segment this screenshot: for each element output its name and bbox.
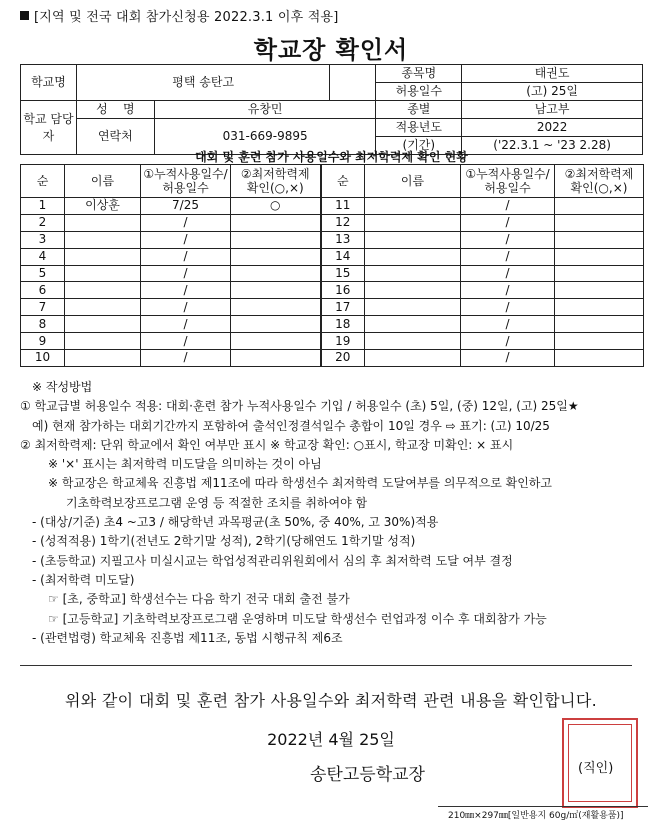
staff-name-label: 성 명 [76,101,154,119]
row-name [65,265,141,282]
status-table [20,164,644,367]
table-row [21,265,644,282]
period-value: ('22.3.1 ~ '23 2.28) [462,137,643,155]
row-no: 8 [21,316,65,333]
table-row [21,231,644,248]
table-row [21,333,644,350]
row-check-right [555,299,644,316]
spacer-cell [330,65,376,101]
row-no: 3 [21,231,65,248]
row-days: / [141,214,231,231]
row-name [65,248,141,265]
row-check-right [555,350,644,367]
header-days-right-line1: ①누적사용일수/ [465,167,550,181]
row-name [65,282,141,299]
method-line: ① 학교급별 허용일수 적용: 대회·훈련 참가 누적사용일수 기입 / 허용일수 (초) 5일, (중) 12일, (고) 25일★ [20,399,579,414]
row-no-right: 18 [321,316,365,333]
header-name-right: 이름 [365,165,461,198]
allowed-days-label: 허용일수 [376,83,462,101]
row-check-right [555,231,644,248]
header-note [20,6,339,25]
row-check-right [555,333,644,350]
year-value: 2022 [462,119,643,137]
table-row [21,214,644,231]
divider [20,665,632,666]
square-bullet-icon [20,11,29,20]
row-check-right [555,282,644,299]
row-name [65,333,141,350]
table-row [21,299,644,316]
page-title: 학교장 확인서 [253,36,409,64]
allowed-days-value: (고) 25일 [462,83,643,101]
row-name [65,214,141,231]
confirm-statement: 위와 같이 대회 및 훈련 참가 사용일수와 최저학력 관련 내용을 확인합니다. [65,691,597,710]
row-check-right [555,316,644,333]
row-days: / [141,350,231,367]
row-no: 7 [21,299,65,316]
method-line: - (초등학교) 지필고사 미실시교는 학업성적관리위원회에서 심의 후 최저학력 도달 여부 결정 [32,553,513,568]
row-check [231,316,321,333]
header-check-line1: ②최저학력제 [240,167,310,181]
row-name-right [365,214,461,231]
contact-label: 연락처 [76,119,154,155]
row-name-right [365,282,461,299]
header-check-right [555,165,644,198]
row-no-right: 13 [321,231,365,248]
header-note-text: [지역 및 전국 대회 참가신청용 2022.3.1 이후 적용] [34,10,339,25]
row-days: / [141,316,231,333]
row-no: 2 [21,214,65,231]
staff-name-value: 유창민 [154,101,376,119]
method-line: ※ '×' 표시는 최저학력 미도달을 의미하는 것이 아님 [48,457,322,472]
period-label: (기간) [376,137,462,155]
row-days-right: / [461,198,555,215]
row-name-right [365,316,461,333]
row-days-right: / [461,265,555,282]
row-days: / [141,282,231,299]
row-no-right: 15 [321,265,365,282]
row-check-right [555,248,644,265]
row-days: / [141,231,231,248]
method-line: ② 최저학력제: 단위 학교에서 확인 여부만 표시 ※ 학교장 확인: ○표시, 학교장 미확인: × 표시 [20,437,514,452]
row-name [65,350,141,367]
row-days: 7/25 [141,198,231,215]
row-days-right: / [461,231,555,248]
row-name-right [365,231,461,248]
method-line: 기초학력보장프로그램 운영 등 적절한 조치를 취하여야 함 [66,495,368,510]
staff-label: 학교 담당자 [21,101,77,155]
row-no-right: 20 [321,350,365,367]
row-name-right [365,333,461,350]
row-check-right [555,265,644,282]
row-no-right: 12 [321,214,365,231]
row-check [231,265,321,282]
row-check [231,214,321,231]
row-days: / [141,248,231,265]
phone-value: 031-669-9895 [154,119,376,155]
row-days-right: / [461,248,555,265]
row-days: / [141,333,231,350]
school-info-table [20,64,643,155]
table-row [21,316,644,333]
sport-value: 태권도 [462,65,643,83]
row-name: 이상훈 [65,198,141,215]
row-no-right: 19 [321,333,365,350]
header-days-right-line2: 허용일수 [484,181,531,195]
row-no: 5 [21,265,65,282]
method-heading: ※ 작성방법 [32,380,93,394]
header-no-right: 순 [321,165,365,198]
stamp-label: (직인) [578,757,613,776]
row-name-right [365,198,461,215]
row-name [65,316,141,333]
method-line: ☞ [초, 중학교] 학생선수는 다음 학기 전국 대회 출전 불가 [48,592,350,607]
table-row [21,248,644,265]
row-check [231,350,321,367]
footer-divider [438,806,648,807]
row-days-right: / [461,333,555,350]
header-check-line2: 확인(○,×) [246,181,304,195]
row-check [231,282,321,299]
writing-method [20,378,650,648]
table-row [21,198,644,215]
row-check: ○ [231,198,321,215]
paper-spec-footer: 210㎜×297㎜[일반용지 60g/㎡(재활용품)] [448,811,624,821]
row-no: 9 [21,333,65,350]
row-days-right: / [461,282,555,299]
table-row [21,282,644,299]
row-days-right: / [461,299,555,316]
row-no-right: 14 [321,248,365,265]
row-check-right [555,214,644,231]
principal-name: 송탄고등학교장 [310,765,425,785]
year-label: 적용년도 [376,119,462,137]
row-no: 4 [21,248,65,265]
row-check-right [555,198,644,215]
row-check [231,299,321,316]
row-name-right [365,248,461,265]
header-days-line1: ①누적사용일수/ [143,167,228,181]
row-no: 6 [21,282,65,299]
row-days: / [141,265,231,282]
row-no: 10 [21,350,65,367]
category-label: 종별 [376,101,462,119]
row-days: / [141,299,231,316]
method-line: - (대상/기준) 초4 ~고3 / 해당학년 과목평균(초 50%, 중 40%, 고 30%)적용 [32,515,439,530]
table-title: 대회 및 훈련 참가 사용일수와 최저학력제 확인 현황 [195,150,468,164]
row-name-right [365,265,461,282]
header-days-line2: 허용일수 [162,181,209,195]
header-name: 이름 [65,165,141,198]
header-days-right [461,165,555,198]
school-name-label: 학교명 [21,65,77,101]
header-check [231,165,321,198]
header-check-right-line1: ②최저학력제 [564,167,634,181]
row-no-right: 11 [321,198,365,215]
method-line: 예) 현재 참가하는 대회기간까지 포함하여 출석인정결석일수 총합이 10일 경우 ⇨ 표기: (고) 10/25 [32,418,550,433]
confirm-date: 2022년 4월 25일 [267,730,395,749]
school-name-value: 평택 송탄고 [76,65,330,101]
row-no-right: 16 [321,282,365,299]
row-check [231,231,321,248]
row-name-right [365,299,461,316]
header-check-right-line2: 확인(○,×) [570,181,628,195]
row-name [65,299,141,316]
row-check [231,248,321,265]
category-value: 남고부 [462,101,643,119]
method-line: - (관련법령) 학교체육 진흥법 제11조, 동법 시행규칙 제6조 [32,630,343,645]
row-days-right: / [461,350,555,367]
header-no: 순 [21,165,65,198]
row-no-right: 17 [321,299,365,316]
row-name [65,231,141,248]
sport-label: 종목명 [376,65,462,83]
method-line: - (최저학력 미도달) [32,572,135,587]
row-check [231,333,321,350]
method-line: ※ 학교장은 학교체육 진흥법 제11조에 따라 학생선수 최저학력 도달여부를 의무적으로 확인하고 [48,476,552,491]
table-row [21,350,644,367]
row-no: 1 [21,198,65,215]
row-name-right [365,350,461,367]
row-days-right: / [461,316,555,333]
method-line: - (성적적용) 1학기(전년도 2학기말 성적), 2학기(당해연도 1학기말 성적) [32,534,416,549]
header-days [141,165,231,198]
method-line: ☞ [고등학교] 기초학력보장프로그램 운영하며 미도달 학생선수 런업과정 이수 후 대회참가 가능 [48,611,547,626]
row-days-right: / [461,214,555,231]
